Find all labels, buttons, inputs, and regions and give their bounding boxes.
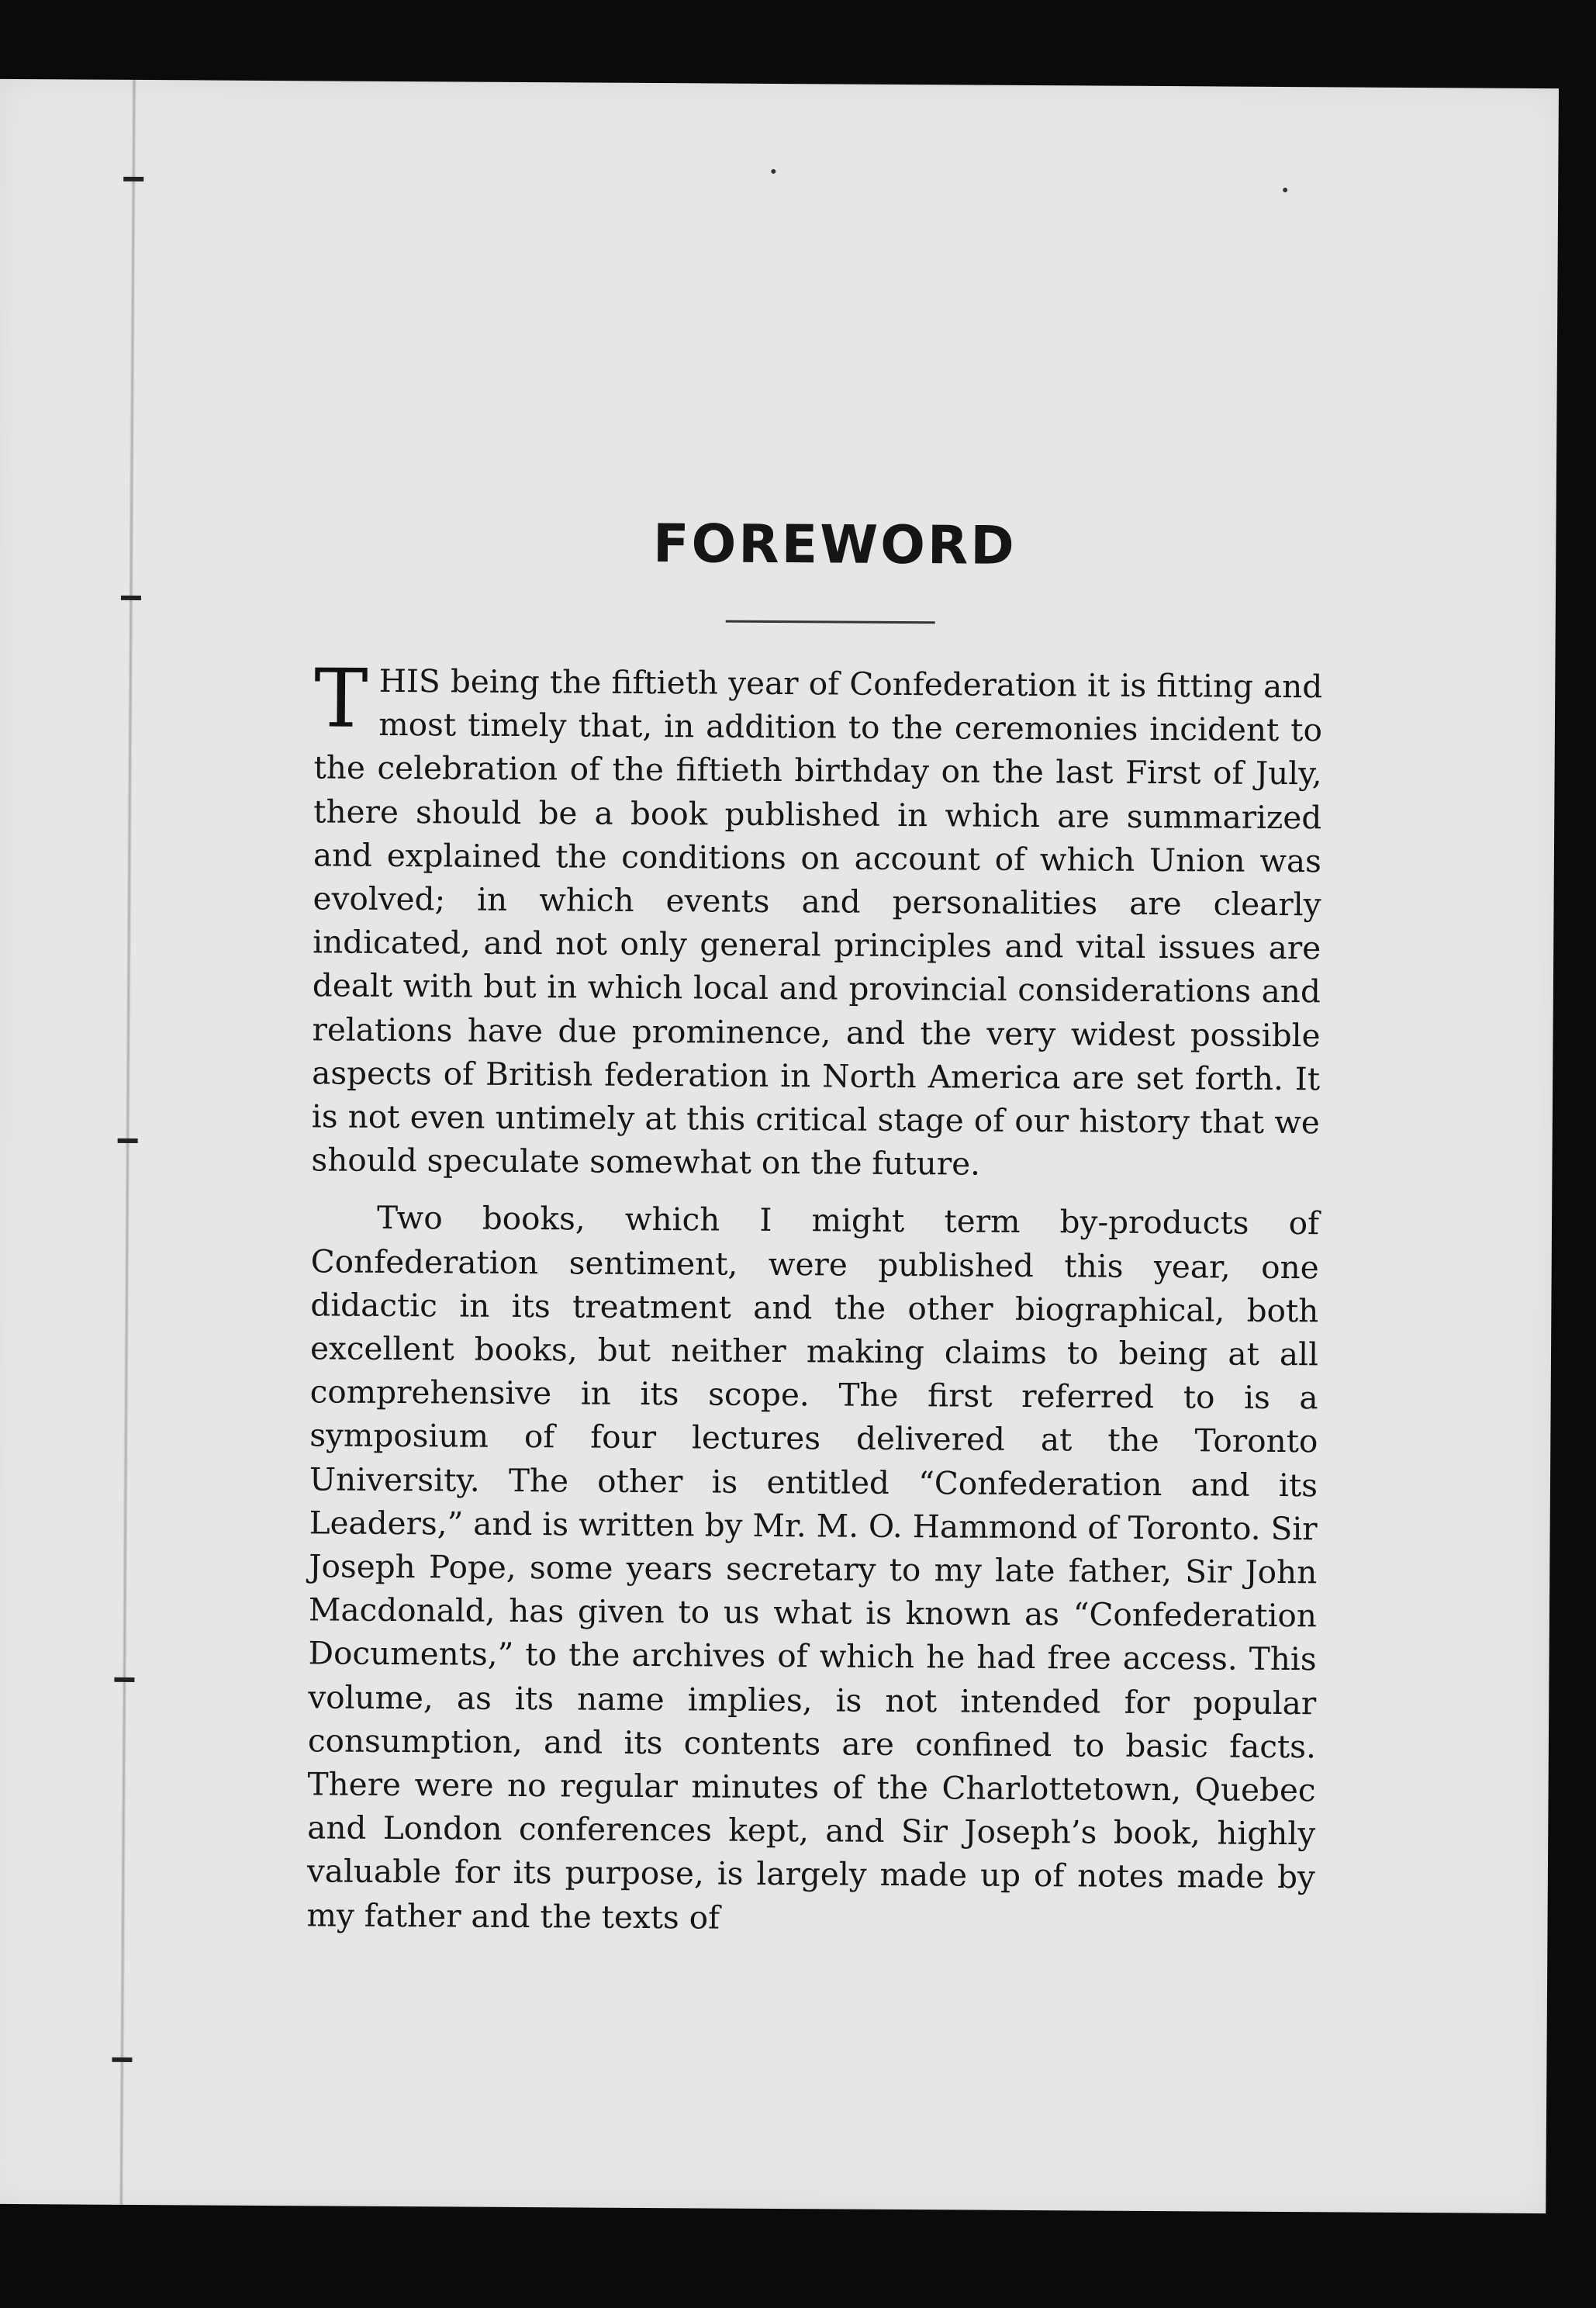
paragraph-2: Two books, which I might term by-products of Confederation sentiment, were published this year, one didactic in its treatment and the other biographical, both excellent books, but neither making claims to being at all comprehensive in its scope. The first referred to is a symposium of four lectures delivered at the Toronto University. The other is entitled “Confederation and its Leaders,” and is written by Mr. M. O. Hammond of Toronto. Sir Joseph Pope, some years secretary to my late father, Sir John Macdonald, has given to us what is known as “Confederation Documents,” to the archives of which he had free access. This volume, as its name implies, is not intended for popular consumption, and its contents are confined to basic facts. There were no regular minutes of the Charlottetown, Quebec and London conferences kept, and Sir Joseph’s book, highly valuable for its purpose, is largely made up of notes made by my father and the texts of (306, 1199, 1320, 1937)
page-title: FOREWORD (652, 513, 1017, 577)
paragraph-1-text: HIS being the fiftieth year of Confederation it is fitting and most timely that, in addition to the ceremonies incident to the celebration of the fiftieth birthday on the last First of July, there should be a book published in which are summarized and explained the conditions on account of which Union was evolved; in which events and personalities are clearly indicated, and not only general principles and vital issues are dealt with but in which local and provincial considerations and relations have due prominence, and the very widest possible aspects of British federation in North America are set forth. It is not even untimely at this critical stage of our history that we should speculate somewhat on the future. (311, 662, 1323, 1183)
scan-speck (1283, 188, 1287, 192)
binding-mark (118, 1138, 138, 1143)
paragraph-1 (311, 651, 1323, 1187)
drop-cap: T (313, 651, 368, 746)
body-text (306, 651, 1323, 1957)
binding-mark (123, 177, 143, 181)
binding-mark (112, 2058, 132, 2062)
binding-mark (121, 596, 141, 600)
binding-mark (114, 1677, 134, 1682)
title-divider (726, 620, 935, 624)
scan-speck (771, 169, 776, 174)
book-page (0, 79, 1559, 2213)
